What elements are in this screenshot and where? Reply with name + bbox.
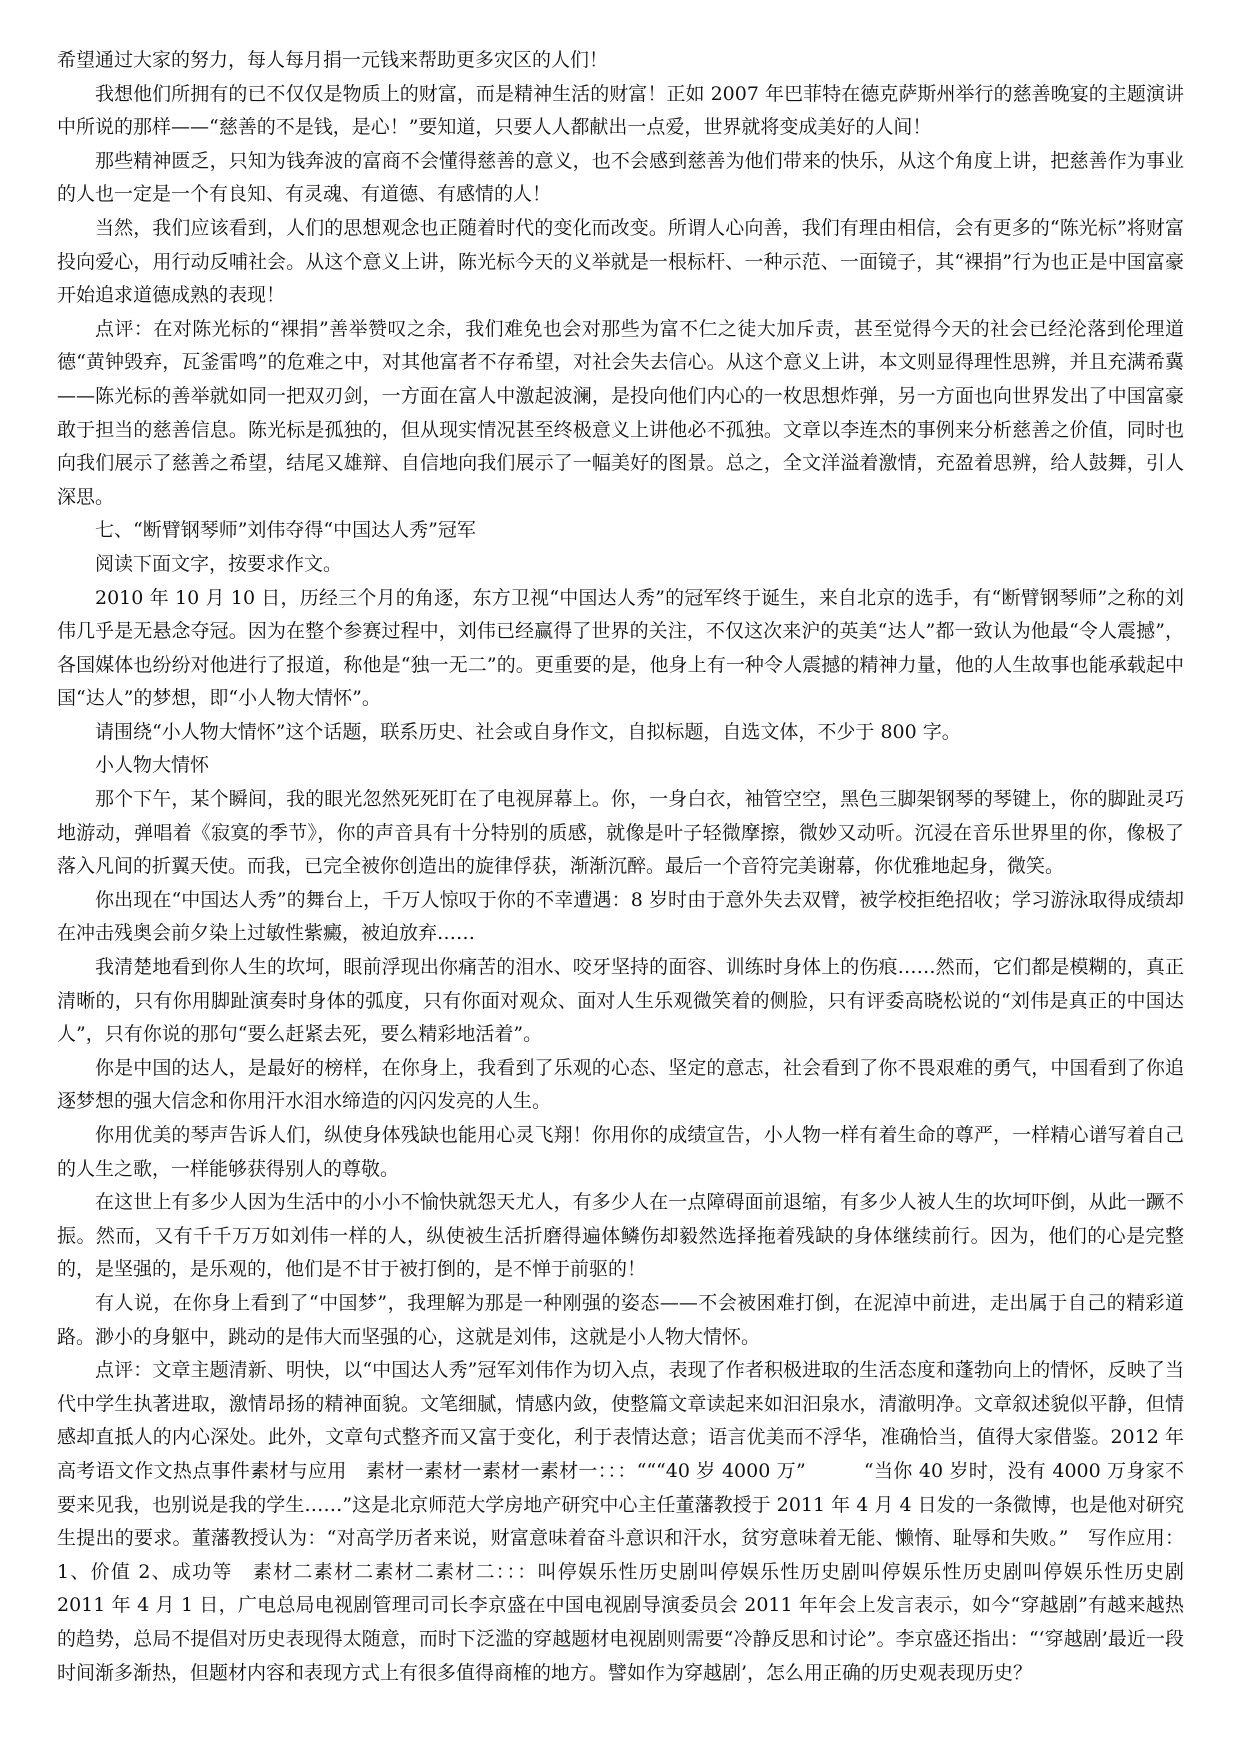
prompt-paragraph: 2010 年 10 月 10 日，历经三个月的角逐，东方卫视“中国达人秀”的冠军终于诞生，来自北京的选手，有“断臂钢琴师”之称的刘伟几乎是无悬念夺冠。因为在整个参赛过程中，刘伟已经赢得了世界的关注，不仅这次来沪的英美“达人”都一致认为他最“令人震撼”，各国媒体也纷纷对他进行了报道，称他是“独一无二”的。更重要的是，他身上有一种令人震撼的精神力量，他的人生故事也能承载起中国“达人”的梦想，即“小人物大情怀”。 xyxy=(57,586,1184,710)
prompt-requirement: 请围绕“小人物大情怀”这个话题，联系历史、社会或自身作文，自拟标题，自选文体，不少于 800 字。 xyxy=(95,720,961,743)
paragraph-2: 我想他们所拥有的已不仅仅是物质上的财富，而是精神生活的财富！正如 2007 年巴菲特在德克萨斯州举行的慈善晚宴的主题演讲中所说的那样——“慈善的不是钱，是心！”要知道，只要人人都献出一点爱，世界就将变成美好的人间！ xyxy=(57,82,1184,139)
essay-paragraph-2: 你出现在“中国达人秀”的舞台上，千万人惊叹于你的不幸遭遇：8 岁时由于意外失去双臂，被学校拒绝招收；学习游泳取得成绩却在冲击残奥会前夕染上过敏性紫癜，被迫放弃…… xyxy=(57,888,1184,945)
instruction-line: 阅读下面文字，按要求作文。 xyxy=(95,552,343,575)
essay-paragraph-3: 我清楚地看到你人生的坎坷，眼前浮现出你痛苦的泪水、咬牙坚持的面容、训练时身体上的伤痕……然而，它们都是模糊的，真正清晰的，只有你用脚趾演奏时身体的弧度，只有你面对观众、面对人生乐观微笑着的侧脸，只有评委高晓松说的“刘伟是真正的中国达人”，只有你说的那句“要么赶紧去死，要么精彩地活着”。 xyxy=(57,956,1184,1046)
commentary-paragraph-1: 点评：在对陈光标的“裸捐”善举赞叹之余，我们难免也会对那些为富不仁之徒大加斥责，甚至觉得今天的社会已经沦落到伦理道德“黄钟毁弃，瓦釜雷鸣”的危难之中，对其他富者不存希望，对社会失去信心。从这个意义上讲，本文则显得理性思辨，并且充满希冀——陈光标的善举就如同一把双刃剑，一方面在富人中激起波澜，是投向他们内心的一枚思想炸弹，另一方面也向世界发出了中国富豪敢于担当的慈善信息。陈光标是孤独的，但从现实情况甚至终极意义上讲他必不孤独。文章以李连杰的事例来分析慈善之价值，同时也向我们展示了慈善之希望，结尾又雄辩、自信地向我们展示了一幅美好的图景。总之，全文洋溢着激情，充盈着思辨，给人鼓舞，引人深思。 xyxy=(57,317,1184,508)
essay-paragraph-4: 你是中国的达人，是最好的榜样，在你身上，我看到了乐观的心态、坚定的意志，社会看到了你不畏艰难的勇气，中国看到了你追逐梦想的强大信念和你用汗水泪水缔造的闪闪发亮的人生。 xyxy=(57,1056,1184,1113)
essay-title: 小人物大情怀 xyxy=(95,754,210,777)
essay-paragraph-1: 那个下午，某个瞬间，我的眼光忽然死死盯在了电视屏幕上。你，一身白衣，袖管空空，黑色三脚架钢琴的琴键上，你的脚趾灵巧地游动，弹唱着《寂寞的季节》，你的声音具有十分特别的质感，就像是叶子轻微摩擦，微妙又动听。沉浸在音乐世界里的你，像极了落入凡间的折翼天使。而我，已完全被你创造出的旋律俘获，渐渐沉醉。最后一个音符完美谢幕，你优雅地起身，微笑。 xyxy=(57,788,1184,878)
paragraph-3: 那些精神匮乏，只知为钱奔波的富商不会懂得慈善的意义，也不会感到慈善为他们带来的快乐，从这个角度上讲，把慈善作为事业的人也一定是一个有良知、有灵魂、有道德、有感情的人！ xyxy=(57,149,1184,206)
paragraph-4: 当然，我们应该看到，人们的思想观念也正随着时代的变化而改变。所谓人心向善，我们有理由相信，会有更多的“陈光标”将财富投向爱心，用行动反哺社会。从这个意义上讲，陈光标今天的义举就是一根标杆、一种示范、一面镜子，其“裸捐”行为也正是中国富豪开始追求道德成熟的表现！ xyxy=(57,216,1184,307)
essay-paragraph-6: 在这世上有多少人因为生活中的小小不愉快就怨天尤人，有多少人在一点障碍面前退缩，有多少人被人生的坎坷吓倒，从此一蹶不振。然而，又有千千万万如刘伟一样的人，纵使被生活折磨得遍体鳞伤却毅然选择拖着残缺的身体继续前行。因为，他们的心是完整的，是坚强的，是乐观的，他们是不甘于被打倒的，是不惮于前驱的！ xyxy=(57,1191,1184,1281)
commentary-paragraph-2: 点评：文章主题清新、明快，以“中国达人秀”冠军刘伟作为切入点，表现了作者积极进取的生活态度和蓬勃向上的情怀，反映了当代中学生执著进取，激情昂扬的精神面貌。文笔细腻，情感内敛，使整篇文章读起来如汩汩泉水，清澈明净。文章叙述貌似平静，但情感却直抵人的内心深处。此外，文章句式整齐而又富于变化，利于表情达意；语言优美而不浮华，准确恰当，值得大家借鉴。2012 年高考语文作文热点事件素材与应用 素材一素材一素材一素材一：：：“““40 岁 4000 万” “当你 40 岁时，没有 4000 万身家不要来见我，也别说是我的学生……”这是北京师范大学房地产研究中心主任董藩教授于 2011 年 4 月 4 日发的一条微博，也是他对研究生提出的要求。董藩教授认为：“对高学历者来说，财富意味着奋斗意识和汗水，贫穷意味着无能、懒惰、耻辱和失败。” 写作应用：1、价值 2、成功等 素材二素材二素材二素材二：：：叫停娱乐性历史剧叫停娱乐性历史剧叫停娱乐性历史剧叫停娱乐性历史剧 2011 年 4 月 1 日，广电总局电视剧管理司司长李京盛在中国电视剧导演委员会 2011 年年会上发言表示，如今“穿越剧”有越来越热的趋势，总局不提倡对历史表现得太随意，而时下泛滥的穿越题材电视剧则需要“冷静反思和讨论”。李京盛还指出：“‘穿越剧’最近一段时间渐多渐热，但题材内容和表现方式上有很多值得商榷的地方。譬如作为穿越剧’，怎么用正确的历史观表现历史？ xyxy=(57,1359,1241,1684)
paragraph-1: 希望通过大家的努力，每人每月捐一元钱来帮助更多灾区的人们！ xyxy=(57,49,609,71)
essay-paragraph-7: 有人说，在你身上看到了“中国梦”，我理解为那是一种刚强的姿态——不会被困难打倒，在泥淖中前进，走出属于自己的精彩道路。渺小的身躯中，跳动的是伟大而坚强的心，这就是刘伟，这就是小人物大情怀。 xyxy=(57,1291,1184,1348)
essay-paragraph-5: 你用优美的琴声告诉人们，纵使身体残缺也能用心灵飞翔！你用你的成绩宣告，小人物一样有着生命的尊严，一样精心谱写着自己的人生之歌，一样能够获得别人的尊敬。 xyxy=(57,1124,1184,1180)
section-heading-7: 七、“断臂钢琴师”刘伟夺得“中国达人秀”冠军 xyxy=(95,519,476,542)
